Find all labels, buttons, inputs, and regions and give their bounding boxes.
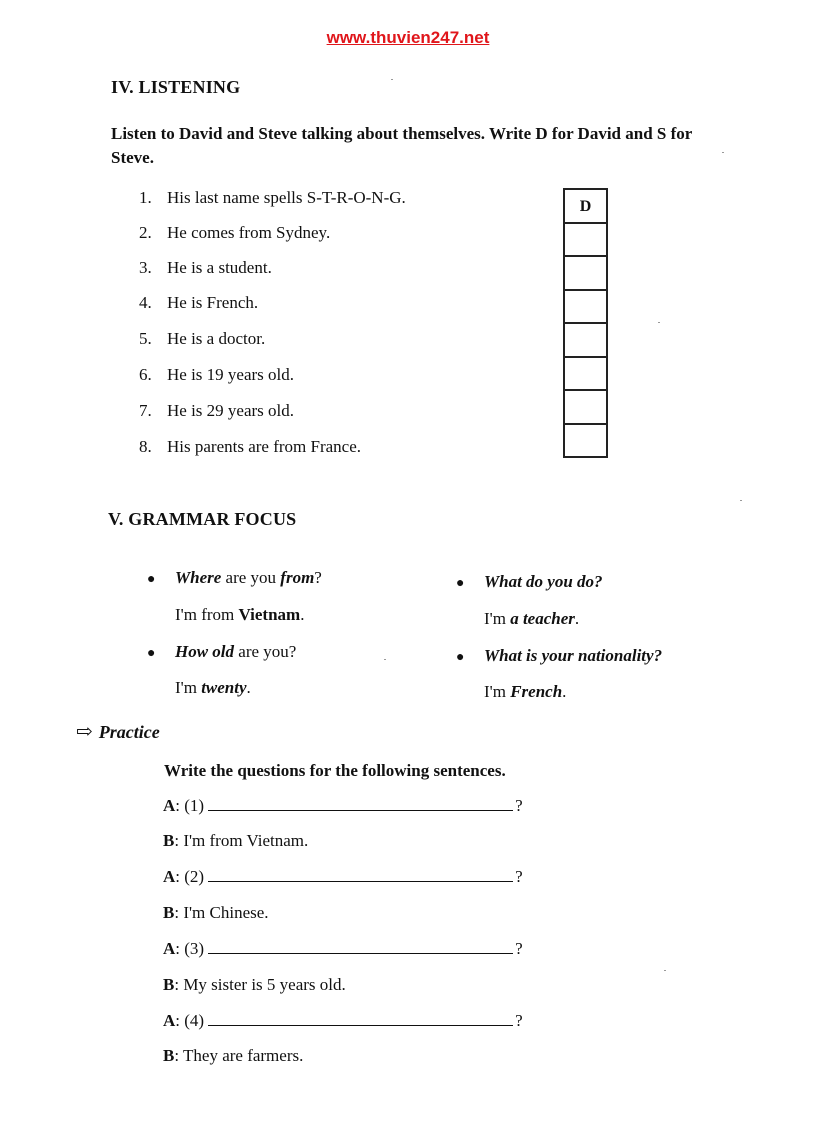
- bullet-icon: ●: [147, 572, 156, 587]
- item-number: 7.: [139, 401, 152, 420]
- bullet-icon: ●: [456, 650, 465, 665]
- scan-speck: [664, 970, 666, 971]
- grammar-text: .: [574, 609, 580, 628]
- listening-item-2: [139, 223, 330, 243]
- item-number: 5.: [139, 329, 152, 348]
- item-text: He is French.: [167, 293, 259, 312]
- question-number: : (1): [175, 796, 205, 815]
- speaker-label: A: [163, 796, 176, 815]
- item-number: 1.: [139, 188, 152, 207]
- grammar-right-answer-1: [484, 609, 579, 629]
- answer-text: : I'm Chinese.: [174, 903, 269, 922]
- practice-heading: [76, 719, 160, 744]
- item-text: His parents are from France.: [167, 437, 362, 456]
- listening-item-4: [139, 293, 258, 313]
- dialog-question-3: [163, 939, 523, 959]
- grammar-left-question-2: [147, 642, 296, 662]
- listening-item-8: [139, 437, 361, 457]
- question-mark: ?: [515, 796, 523, 815]
- grammar-text: .: [300, 605, 305, 624]
- item-text: He is 19 years old.: [167, 365, 295, 384]
- speaker-label: B: [163, 903, 175, 922]
- answer-box-4[interactable]: [563, 289, 608, 323]
- answer-box-8[interactable]: [563, 423, 608, 458]
- grammar-heading: V. GRAMMAR FOCUS: [108, 509, 297, 529]
- answer-box-6[interactable]: [563, 356, 608, 390]
- item-number: 3.: [139, 258, 152, 277]
- speaker-label: A: [163, 1011, 176, 1030]
- watermark-link[interactable]: www.thuvien247.net: [326, 28, 490, 47]
- question-number: : (2): [175, 867, 205, 886]
- grammar-emphasis: from: [280, 568, 315, 587]
- answer-column: [563, 188, 608, 458]
- question-mark: ?: [515, 1011, 523, 1030]
- dialog-answer-1: [163, 831, 308, 851]
- question-number: : (4): [175, 1011, 205, 1030]
- listening-item-6: [139, 365, 294, 385]
- scan-speck: [722, 152, 724, 153]
- dialog-question-4: [163, 1011, 523, 1031]
- grammar-emphasis: What do you do?: [484, 572, 603, 591]
- item-text: He comes from Sydney.: [167, 223, 331, 242]
- speaker-label: A: [163, 867, 176, 886]
- grammar-left-question-1: [147, 568, 322, 588]
- item-text: He is a doctor.: [167, 329, 266, 348]
- grammar-emphasis: twenty: [201, 678, 247, 697]
- scan-speck: [391, 79, 393, 80]
- listening-heading: IV. LISTENING: [111, 77, 241, 97]
- dialog-answer-2: [163, 903, 269, 923]
- arrow-right-icon: ⇨: [76, 721, 93, 743]
- grammar-emphasis: What is your nationality?: [484, 646, 663, 665]
- listening-item-7: [139, 401, 294, 421]
- scan-speck: [740, 500, 742, 501]
- grammar-text: are you: [221, 568, 281, 587]
- listening-instruction: Listen to David and Steve talking about themselves. Write D for David and S for Steve.: [111, 124, 693, 167]
- answer-text: : I'm from Vietnam.: [174, 831, 309, 850]
- practice-label: Practice: [98, 722, 160, 742]
- grammar-text: .: [246, 678, 251, 697]
- question-mark: ?: [515, 867, 523, 886]
- item-text: He is a student.: [167, 258, 272, 277]
- grammar-emphasis: Vietnam: [238, 605, 301, 624]
- grammar-text: ?: [314, 568, 322, 587]
- grammar-left-answer-2: [175, 678, 251, 698]
- dialog-answer-3: [163, 975, 346, 995]
- grammar-text: I'm: [484, 682, 511, 701]
- item-number: 4.: [139, 293, 152, 312]
- item-text: His last name spells S-T-R-O-N-G.: [167, 188, 406, 207]
- item-text: He is 29 years old.: [167, 401, 295, 420]
- answer-text: : My sister is 5 years old.: [174, 975, 346, 994]
- grammar-text: are you?: [234, 642, 297, 661]
- grammar-right-question-1: [456, 572, 603, 592]
- bullet-icon: ●: [456, 576, 465, 591]
- speaker-label: B: [163, 1046, 175, 1065]
- question-mark: ?: [515, 939, 523, 958]
- practice-instruction: Write the questions for the following sentences.: [164, 761, 506, 780]
- listening-item-3: [139, 258, 272, 278]
- answer-box-2[interactable]: [563, 222, 608, 256]
- speaker-label: B: [163, 975, 175, 994]
- speaker-label: B: [163, 831, 175, 850]
- item-number: 2.: [139, 223, 152, 242]
- grammar-emphasis: How old: [175, 642, 235, 661]
- answer-text: : They are farmers.: [174, 1046, 304, 1065]
- grammar-left-answer-1: [175, 605, 304, 625]
- grammar-right-question-2: [456, 646, 662, 666]
- grammar-text: I'm: [175, 678, 202, 697]
- listening-item-5: [139, 329, 265, 349]
- scan-speck: [384, 659, 386, 660]
- answer-box-7[interactable]: [563, 389, 608, 423]
- dialog-question-2: [163, 867, 523, 887]
- bullet-icon: ●: [147, 646, 156, 661]
- item-number: 8.: [139, 437, 152, 456]
- listening-item-1: [139, 188, 406, 208]
- answer-box-3[interactable]: [563, 255, 608, 289]
- grammar-right-answer-2: [484, 682, 566, 702]
- grammar-emphasis: a teacher: [510, 609, 575, 628]
- grammar-emphasis: French: [510, 682, 563, 701]
- speaker-label: A: [163, 939, 176, 958]
- answer-blank-1[interactable]: [208, 796, 513, 811]
- grammar-text: I'm from: [175, 605, 239, 624]
- grammar-text: I'm: [484, 609, 511, 628]
- answer-box-1[interactable]: D: [563, 188, 608, 222]
- answer-blank-4[interactable]: [208, 1011, 513, 1026]
- grammar-text: .: [562, 682, 567, 701]
- scan-speck: [658, 322, 660, 323]
- answer-blank-3[interactable]: [208, 939, 513, 954]
- answer-box-5[interactable]: [563, 322, 608, 356]
- question-number: : (3): [175, 939, 205, 958]
- dialog-answer-4: [163, 1046, 303, 1066]
- grammar-emphasis: Where: [175, 568, 222, 587]
- item-number: 6.: [139, 365, 152, 384]
- dialog-question-1: [163, 796, 523, 816]
- answer-blank-2[interactable]: [208, 867, 513, 882]
